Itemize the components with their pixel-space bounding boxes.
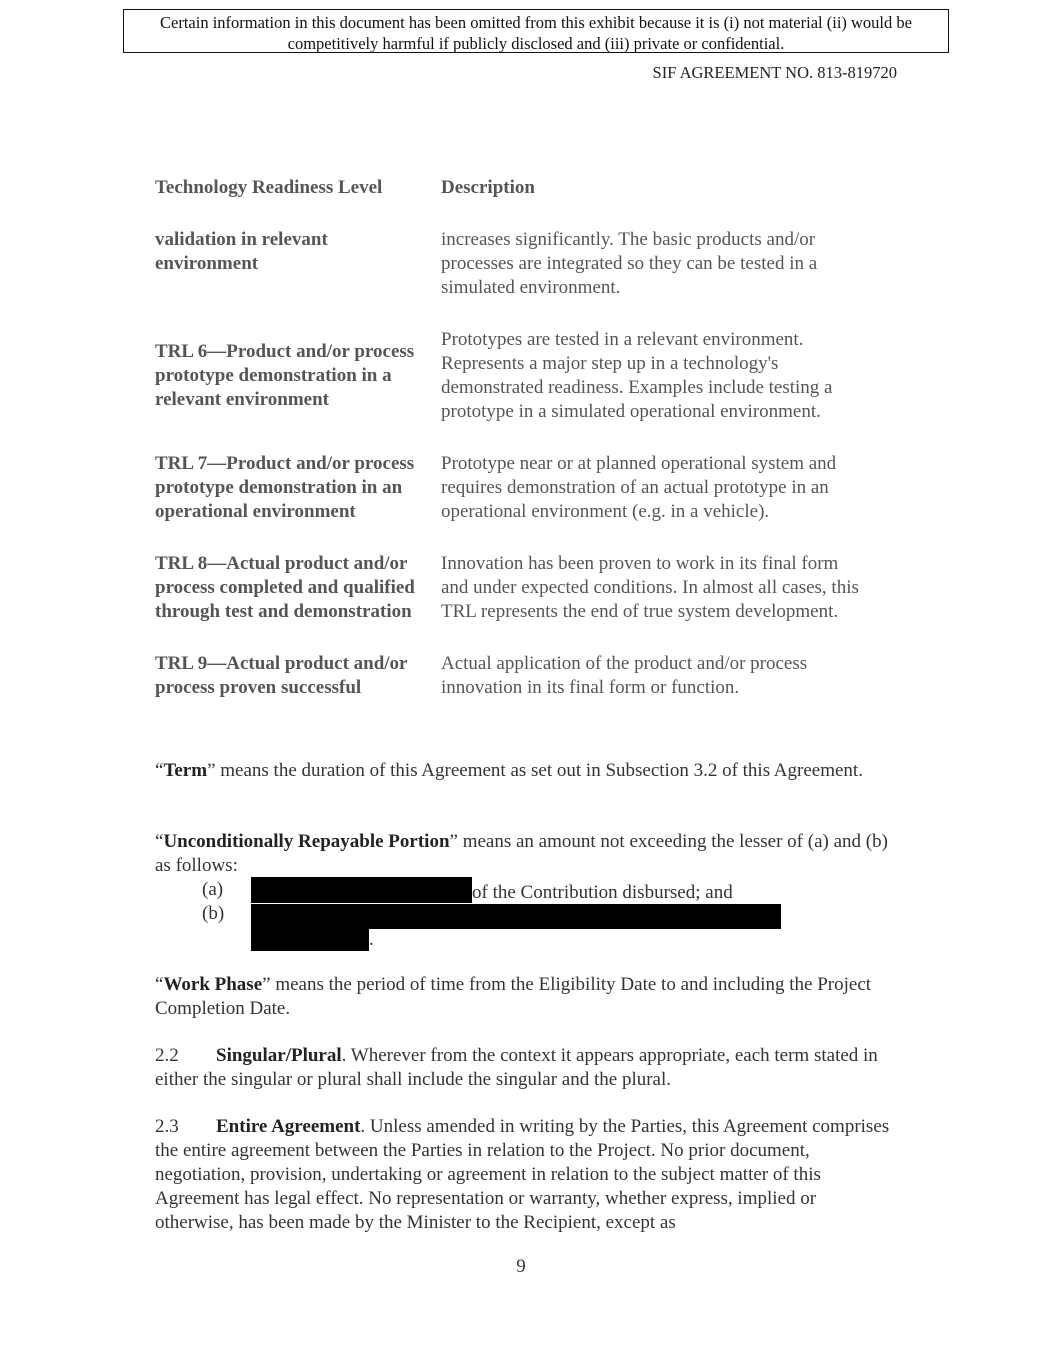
trl-row: [155, 228, 915, 300]
section-2-2: [155, 1044, 895, 1092]
trl-description-line: requires demonstration of an actual prototype in an: [441, 477, 829, 498]
trl-description-line: Innovation has been proven to work in its final form: [441, 553, 839, 574]
notice-line-2: competitively harmful if publicly disclosed and (iii) private or confidential.: [287, 34, 785, 53]
work-phase-text: means the period of time from the Eligibility Date to and including the Project Completion Date.: [155, 974, 872, 1019]
work-phase-definition: “Work Phase” means the period of time from the Eligibility Date to and including the Project Completion Date.: [155, 974, 872, 1019]
trl-level-line: TRL 8—Actual product and/or: [155, 553, 408, 574]
trl-description-line: Actual application of the product and/or process: [441, 653, 808, 674]
trl-level-line: operational environment: [155, 501, 356, 522]
trl-description-line: Represents a major step up in a technology's: [441, 353, 779, 374]
trl-description-line: and under expected conditions. In almost all cases, this: [441, 577, 859, 598]
trl-description-line: processes are integrated so they can be tested in a: [441, 253, 818, 274]
trl-description-cell: [441, 452, 915, 524]
unconditional-definition: “Unconditionally Repayable Portion” means an amount not exceeding the lesser of (a) and (b) as follows:: [155, 831, 888, 876]
page-number: 9: [516, 1256, 526, 1277]
trl-level-line: TRL 9—Actual product and/or: [155, 653, 408, 674]
trl-rows: [155, 228, 915, 700]
trl-level-line: TRL 7—Product and/or process: [155, 453, 415, 474]
term-text: means the duration of this Agreement as set out in Subsection 3.2 of this Agreement.: [215, 760, 863, 781]
section-2-3-text: . Unless amended in writing by the Parties, this Agreement comprises the entire agreement between the Parties in relation to the Project. No prior document, negotiation, provision, undertaking or agreement in relation to the subject matter of this Agreement has legal effect. No representation or warranty, whether express, implied or otherwise, has been made by the Minister to the Recipient, except as: [155, 1116, 890, 1233]
trl-level-line: through test and demonstration: [155, 601, 412, 622]
term-definition: “Term” means the duration of this Agreement as set out in Subsection 3.2 of this Agreement.: [155, 760, 863, 781]
trl-row: [155, 552, 915, 624]
trl-level-cell: [155, 552, 441, 624]
redaction-notice-box: [123, 9, 949, 53]
trl-row: [155, 652, 915, 700]
trl-description-cell: [441, 228, 915, 300]
trl-level-cell: [155, 452, 441, 524]
trl-level-line: process proven successful: [155, 677, 362, 698]
trl-description-line: demonstrated readiness. Examples include testing a: [441, 377, 833, 398]
section-2-3-title: Entire Agreement: [216, 1116, 361, 1137]
trl-description-line: Prototypes are tested in a relevant environment.: [441, 329, 804, 350]
trl-description-line: prototype in a simulated operational environment.: [441, 401, 821, 422]
trl-description-line: operational environment (e.g. in a vehicle).: [441, 501, 770, 522]
trl-row: [155, 452, 915, 524]
agreement-number: SIF AGREEMENT NO. 813-819720: [652, 63, 897, 82]
trl-level-cell: [155, 228, 441, 300]
trl-table-header: [155, 176, 915, 200]
section-2-3-number: 2.3: [155, 1116, 179, 1137]
trl-level-cell: [155, 652, 441, 700]
notice-line-1: Certain information in this document has been omitted from this exhibit because it is (i) not material (ii) would be: [160, 13, 912, 32]
trl-description-line: innovation in its final form or function.: [441, 677, 740, 698]
trl-description-line: TRL represents the end of true system development.: [441, 601, 839, 622]
trl-level-cell: [155, 328, 441, 424]
header-description: Description: [441, 177, 535, 198]
redaction-bar-b2: [251, 929, 369, 951]
trl-level-line: validation in relevant: [155, 229, 328, 250]
trl-level-line: process completed and qualified: [155, 577, 415, 598]
item-b-end: .: [369, 929, 374, 950]
header-level: Technology Readiness Level: [155, 177, 383, 198]
section-2-2-number: 2.2: [155, 1045, 179, 1066]
unconditional-bold: Unconditionally Repayable Portion: [163, 831, 450, 852]
trl-table: [155, 176, 915, 728]
redaction-bar-b1: [251, 904, 781, 929]
unconditional-text: means an amount not exceeding the lesser of (a) and (b) as follows:: [155, 831, 888, 876]
term-bold: Term: [163, 760, 208, 781]
trl-description-cell: [441, 652, 915, 700]
trl-level-line: prototype demonstration in an: [155, 477, 403, 498]
section-2-2-title: Singular/Plural: [216, 1045, 342, 1066]
trl-description-line: simulated environment.: [441, 277, 621, 298]
trl-description-cell: [441, 552, 915, 624]
section-2-2-text: . Wherever from the context it appears appropriate, each term stated in either the singular or plural shall include the singular and the plural.: [155, 1045, 878, 1090]
trl-description-line: Prototype near or at planned operational system and: [441, 453, 837, 474]
trl-level-line: TRL 6—Product and/or process: [155, 341, 415, 362]
trl-level-line: prototype demonstration in a: [155, 365, 392, 386]
item-a-text: of the Contribution disbursed; and: [472, 882, 733, 903]
trl-level-line: environment: [155, 253, 259, 274]
unconditional-sub-items: [202, 878, 224, 926]
section-2-3: [155, 1115, 895, 1235]
trl-row: [155, 328, 915, 424]
trl-level-line: relevant environment: [155, 389, 329, 410]
trl-description-line: increases significantly. The basic products and/or: [441, 229, 816, 250]
work-phase-bold: Work Phase: [163, 974, 263, 995]
trl-description-cell: [441, 328, 915, 424]
item-b-label: (b): [202, 903, 225, 924]
item-a-label: (a): [202, 879, 224, 900]
redaction-bar-a: [251, 877, 472, 903]
